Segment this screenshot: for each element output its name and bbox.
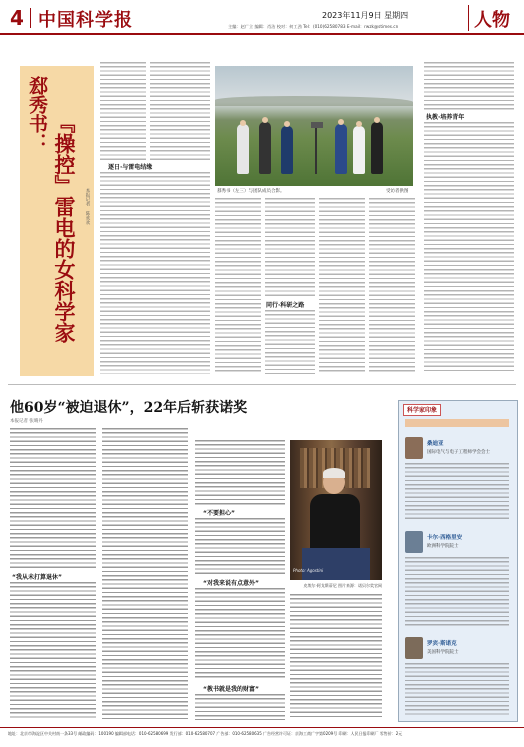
article-byline: 本报记者 张晴丹 — [10, 419, 43, 424]
subhead-3: “对我来说有点意外” — [203, 580, 259, 587]
sidebar-name-2: 卡尔·西格里安 — [427, 535, 463, 541]
section-contacts: 主编：赵广立 编辑：肖洁 校对：何工劲 Tel：(010)62580783 E-mail：rwzk@stimes.cn — [228, 24, 399, 29]
subhead-1: “我从未打算退休” — [12, 574, 62, 581]
scientist-sidebar — [398, 400, 518, 722]
photo-label: Photo: Agostini — [293, 568, 324, 573]
article-title: 『操控』雷电的女科学家 — [52, 112, 77, 343]
sidebar-summary-2: 欧洲科学院院士 — [427, 544, 459, 549]
portrait-3 — [405, 637, 423, 659]
sidebar-summary-1: 国际电气与电子工程师学会会士 — [427, 450, 490, 455]
sidebar-header: 科学家印象 — [407, 407, 438, 414]
article-name: 郄秀书： — [26, 76, 48, 152]
photo-credit: 受访者供图 — [386, 189, 409, 194]
photo-caption: 郄秀书（左三）与团队成员合影。 — [217, 189, 285, 194]
subhead-4: “教书就是我的财富” — [203, 686, 259, 693]
photo-caption: 皮埃尔·阿戈斯蒂尼 图片来源：诺贝尔奖官网 — [303, 583, 382, 588]
sidebar-summary-3: 美国科学院院士 — [427, 650, 459, 655]
newspaper-name: 中国科学报 — [38, 10, 133, 31]
portrait-2 — [405, 531, 423, 553]
portrait-1 — [405, 437, 423, 459]
team-photo — [215, 66, 413, 186]
sidebar-name-1: 桑迪亚 — [427, 441, 444, 447]
agostini-photo — [290, 440, 382, 580]
footer-info: 地址：北京市海淀区中关村南一条33号 邮政编码：100190 编辑部电话：010-62580699 发行部：010-62580707 广告部：010-62580635 广告经营许可证：京海工商广字第0209号 印刷：人民日报印刷厂 零售价：2元 — [8, 731, 403, 736]
article-title: 他60岁“被迫退休”，22年后斩获诺奖 — [10, 400, 248, 416]
page-number: 4 — [10, 6, 24, 30]
sidebar-name-3: 罗宾·斯诺克 — [427, 641, 457, 647]
subhead-1: 逐日·与雷电结缘 — [108, 164, 153, 171]
subhead-2: 同行·科研之路 — [266, 302, 305, 309]
article-byline: 本报记者 陈欢欢 — [85, 188, 90, 225]
issue-date: 2023年11月9日 星期四 — [322, 11, 409, 20]
subhead-3: 执教·培养青年 — [426, 114, 465, 121]
section-title: 人物 — [474, 10, 510, 31]
subhead-2: “不要担心” — [203, 510, 235, 517]
